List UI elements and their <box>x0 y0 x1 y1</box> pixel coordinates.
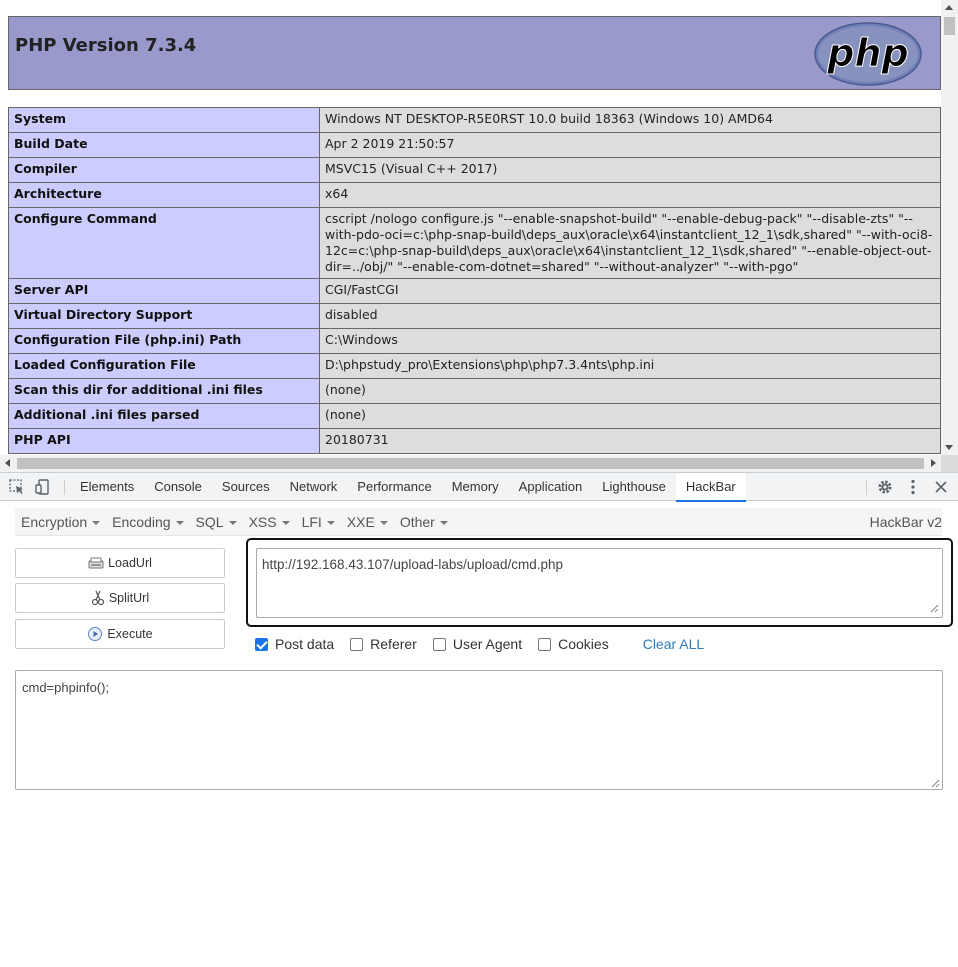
caret-down-icon <box>176 521 184 525</box>
row-value: disabled <box>320 304 941 329</box>
row-key: Architecture <box>9 183 320 208</box>
table-row <box>9 183 941 208</box>
row-key: System <box>9 108 320 133</box>
row-value: 20180731 <box>320 429 941 454</box>
option-cookies[interactable] <box>538 636 609 652</box>
option-label: Post data <box>275 636 335 652</box>
option-label: Cookies <box>558 636 609 652</box>
post-data-input[interactable] <box>15 670 943 790</box>
menu-label: Encryption <box>21 514 88 530</box>
checkbox[interactable] <box>538 638 551 651</box>
option-user-agent[interactable] <box>433 636 522 652</box>
hackbar-menus <box>15 508 454 536</box>
clear-all-link[interactable]: Clear ALL <box>642 636 705 652</box>
menu-encryption[interactable] <box>15 508 106 536</box>
tab-memory[interactable]: Memory <box>451 479 499 494</box>
tab-elements[interactable]: Elements <box>80 479 135 494</box>
menu-label: Other <box>399 514 435 530</box>
checkbox[interactable] <box>433 638 446 651</box>
execute-label: Execute <box>107 627 153 641</box>
device-toolbar-icon[interactable] <box>34 478 52 496</box>
hackbar-menubar <box>15 508 942 536</box>
tab-hackbar[interactable]: HackBar <box>676 473 746 501</box>
menu-label: Encoding <box>112 514 171 530</box>
menu-other[interactable] <box>394 508 454 536</box>
tab-network[interactable]: Network <box>289 479 338 494</box>
row-value: CGI/FastCGI <box>320 279 941 304</box>
row-key: Loaded Configuration File <box>9 354 320 379</box>
option-post-data[interactable] <box>255 636 334 652</box>
php-logo <box>814 22 922 86</box>
devtools-tabbar <box>0 473 958 501</box>
table-row <box>9 354 941 379</box>
option-label: User Agent <box>452 636 523 652</box>
table-row <box>9 404 941 429</box>
menu-label: XSS <box>248 514 277 530</box>
tab-application[interactable]: Application <box>518 479 583 494</box>
row-value: C:\Windows <box>320 329 941 354</box>
row-value: (none) <box>320 404 941 429</box>
row-value: Windows NT DESKTOP-R5E0RST 10.0 build 18363 (Windows 10) AMD64 <box>320 108 941 133</box>
row-value: MSVC15 (Visual C++ 2017) <box>320 158 941 183</box>
toolbar-divider <box>866 480 867 495</box>
row-value: cscript /nologo configure.js "--enable-snapshot-build" "--enable-debug-pack" "--disable-zts" "--with-pdo-oci=c:\php-snap-build\deps_aux\oracle\x64\instantclient_12_1\sdk,shared" "--with-oci8-12c=c:\php-snap-build\deps_aux\oracle\x64\instantclient_12_1\sdk,shared" "--enable-object-out-dir=../obj/" "--enable-com-dotnet=shared" "--without-analyzer" "--with-pgo" <box>320 208 941 279</box>
page-title: PHP Version 7.3.4 <box>15 35 197 56</box>
row-value: Apr 2 2019 21:50:57 <box>320 133 941 158</box>
more-vertical-icon[interactable] <box>904 478 922 496</box>
page-viewport <box>0 0 958 472</box>
row-key: Build Date <box>9 133 320 158</box>
table-row <box>9 158 941 183</box>
caret-down-icon <box>229 521 237 525</box>
menu-encoding[interactable] <box>106 508 189 536</box>
row-value: (none) <box>320 379 941 404</box>
row-key: Virtual Directory Support <box>9 304 320 329</box>
caret-down-icon <box>92 521 100 525</box>
load-url-icon <box>88 556 104 570</box>
table-row <box>9 379 941 404</box>
split-url-button[interactable] <box>15 583 225 613</box>
horizontal-scroll-thumb[interactable] <box>17 458 924 469</box>
row-key: Scan this dir for additional .ini files <box>9 379 320 404</box>
checkbox[interactable] <box>350 638 363 651</box>
menu-sql[interactable] <box>190 508 243 536</box>
horizontal-scrollbar[interactable] <box>0 455 941 472</box>
caret-down-icon <box>440 521 448 525</box>
tab-performance[interactable]: Performance <box>357 479 432 494</box>
menu-label: SQL <box>195 514 224 530</box>
load-url-button[interactable] <box>15 548 225 578</box>
table-row <box>9 304 941 329</box>
row-key: Server API <box>9 279 320 304</box>
gear-icon[interactable] <box>876 478 894 496</box>
close-icon[interactable] <box>932 478 950 496</box>
toolbar-divider <box>64 480 65 495</box>
row-value: D:\phpstudy_pro\Extensions\php\php7.3.4nts\php.ini <box>320 354 941 379</box>
menu-xss[interactable] <box>243 508 296 536</box>
menu-label: XXE <box>346 514 375 530</box>
url-input-focus-ring <box>246 538 953 627</box>
checkbox[interactable] <box>255 638 268 651</box>
row-key: Configuration File (php.ini) Path <box>9 329 320 354</box>
scissors-icon <box>91 590 105 606</box>
menu-xxe[interactable] <box>341 508 394 536</box>
split-url-label: SplitUrl <box>108 591 150 605</box>
scroll-up-arrow-icon[interactable] <box>945 5 953 10</box>
scroll-left-arrow-icon[interactable] <box>5 459 10 467</box>
row-key: PHP API <box>9 429 320 454</box>
table-row <box>9 279 941 304</box>
table-row <box>9 133 941 158</box>
table-row <box>9 329 941 354</box>
resize-grip-icon[interactable] <box>930 778 940 788</box>
row-value: x64 <box>320 183 941 208</box>
tab-sources[interactable]: Sources <box>221 479 270 494</box>
devtools-tabs <box>70 473 746 501</box>
devtools-panel <box>0 472 958 967</box>
execute-button[interactable] <box>15 619 225 649</box>
resize-grip-icon[interactable] <box>929 603 939 613</box>
scroll-right-arrow-icon[interactable] <box>931 459 936 467</box>
scroll-corner <box>941 455 958 472</box>
table-row <box>9 208 941 279</box>
hackbar-version: HackBar v2 <box>869 514 942 530</box>
load-url-label: LoadUrl <box>108 556 152 570</box>
row-key: Additional .ini files parsed <box>9 404 320 429</box>
row-key: Configure Command <box>9 208 320 279</box>
tab-console[interactable]: Console <box>154 479 202 494</box>
scroll-down-arrow-icon[interactable] <box>945 445 953 450</box>
option-label: Referer <box>370 636 417 652</box>
menu-lfi[interactable] <box>296 508 341 536</box>
php-logo-text: php <box>827 31 909 75</box>
inspect-element-icon[interactable] <box>8 478 26 496</box>
option-referer[interactable] <box>350 636 417 652</box>
caret-down-icon <box>282 521 290 525</box>
menu-label: LFI <box>301 514 322 530</box>
hackbar-options <box>255 635 704 653</box>
table-row <box>9 429 941 454</box>
phpinfo-table <box>8 107 941 454</box>
phpinfo-header <box>8 16 941 90</box>
caret-down-icon <box>380 521 388 525</box>
tab-lighthouse[interactable]: Lighthouse <box>602 479 666 494</box>
vertical-scrollbar[interactable] <box>941 0 958 455</box>
table-row <box>9 108 941 133</box>
url-input[interactable] <box>256 548 943 618</box>
row-key: Compiler <box>9 158 320 183</box>
vertical-scroll-thumb[interactable] <box>944 17 955 35</box>
caret-down-icon <box>327 521 335 525</box>
play-icon <box>87 626 103 642</box>
